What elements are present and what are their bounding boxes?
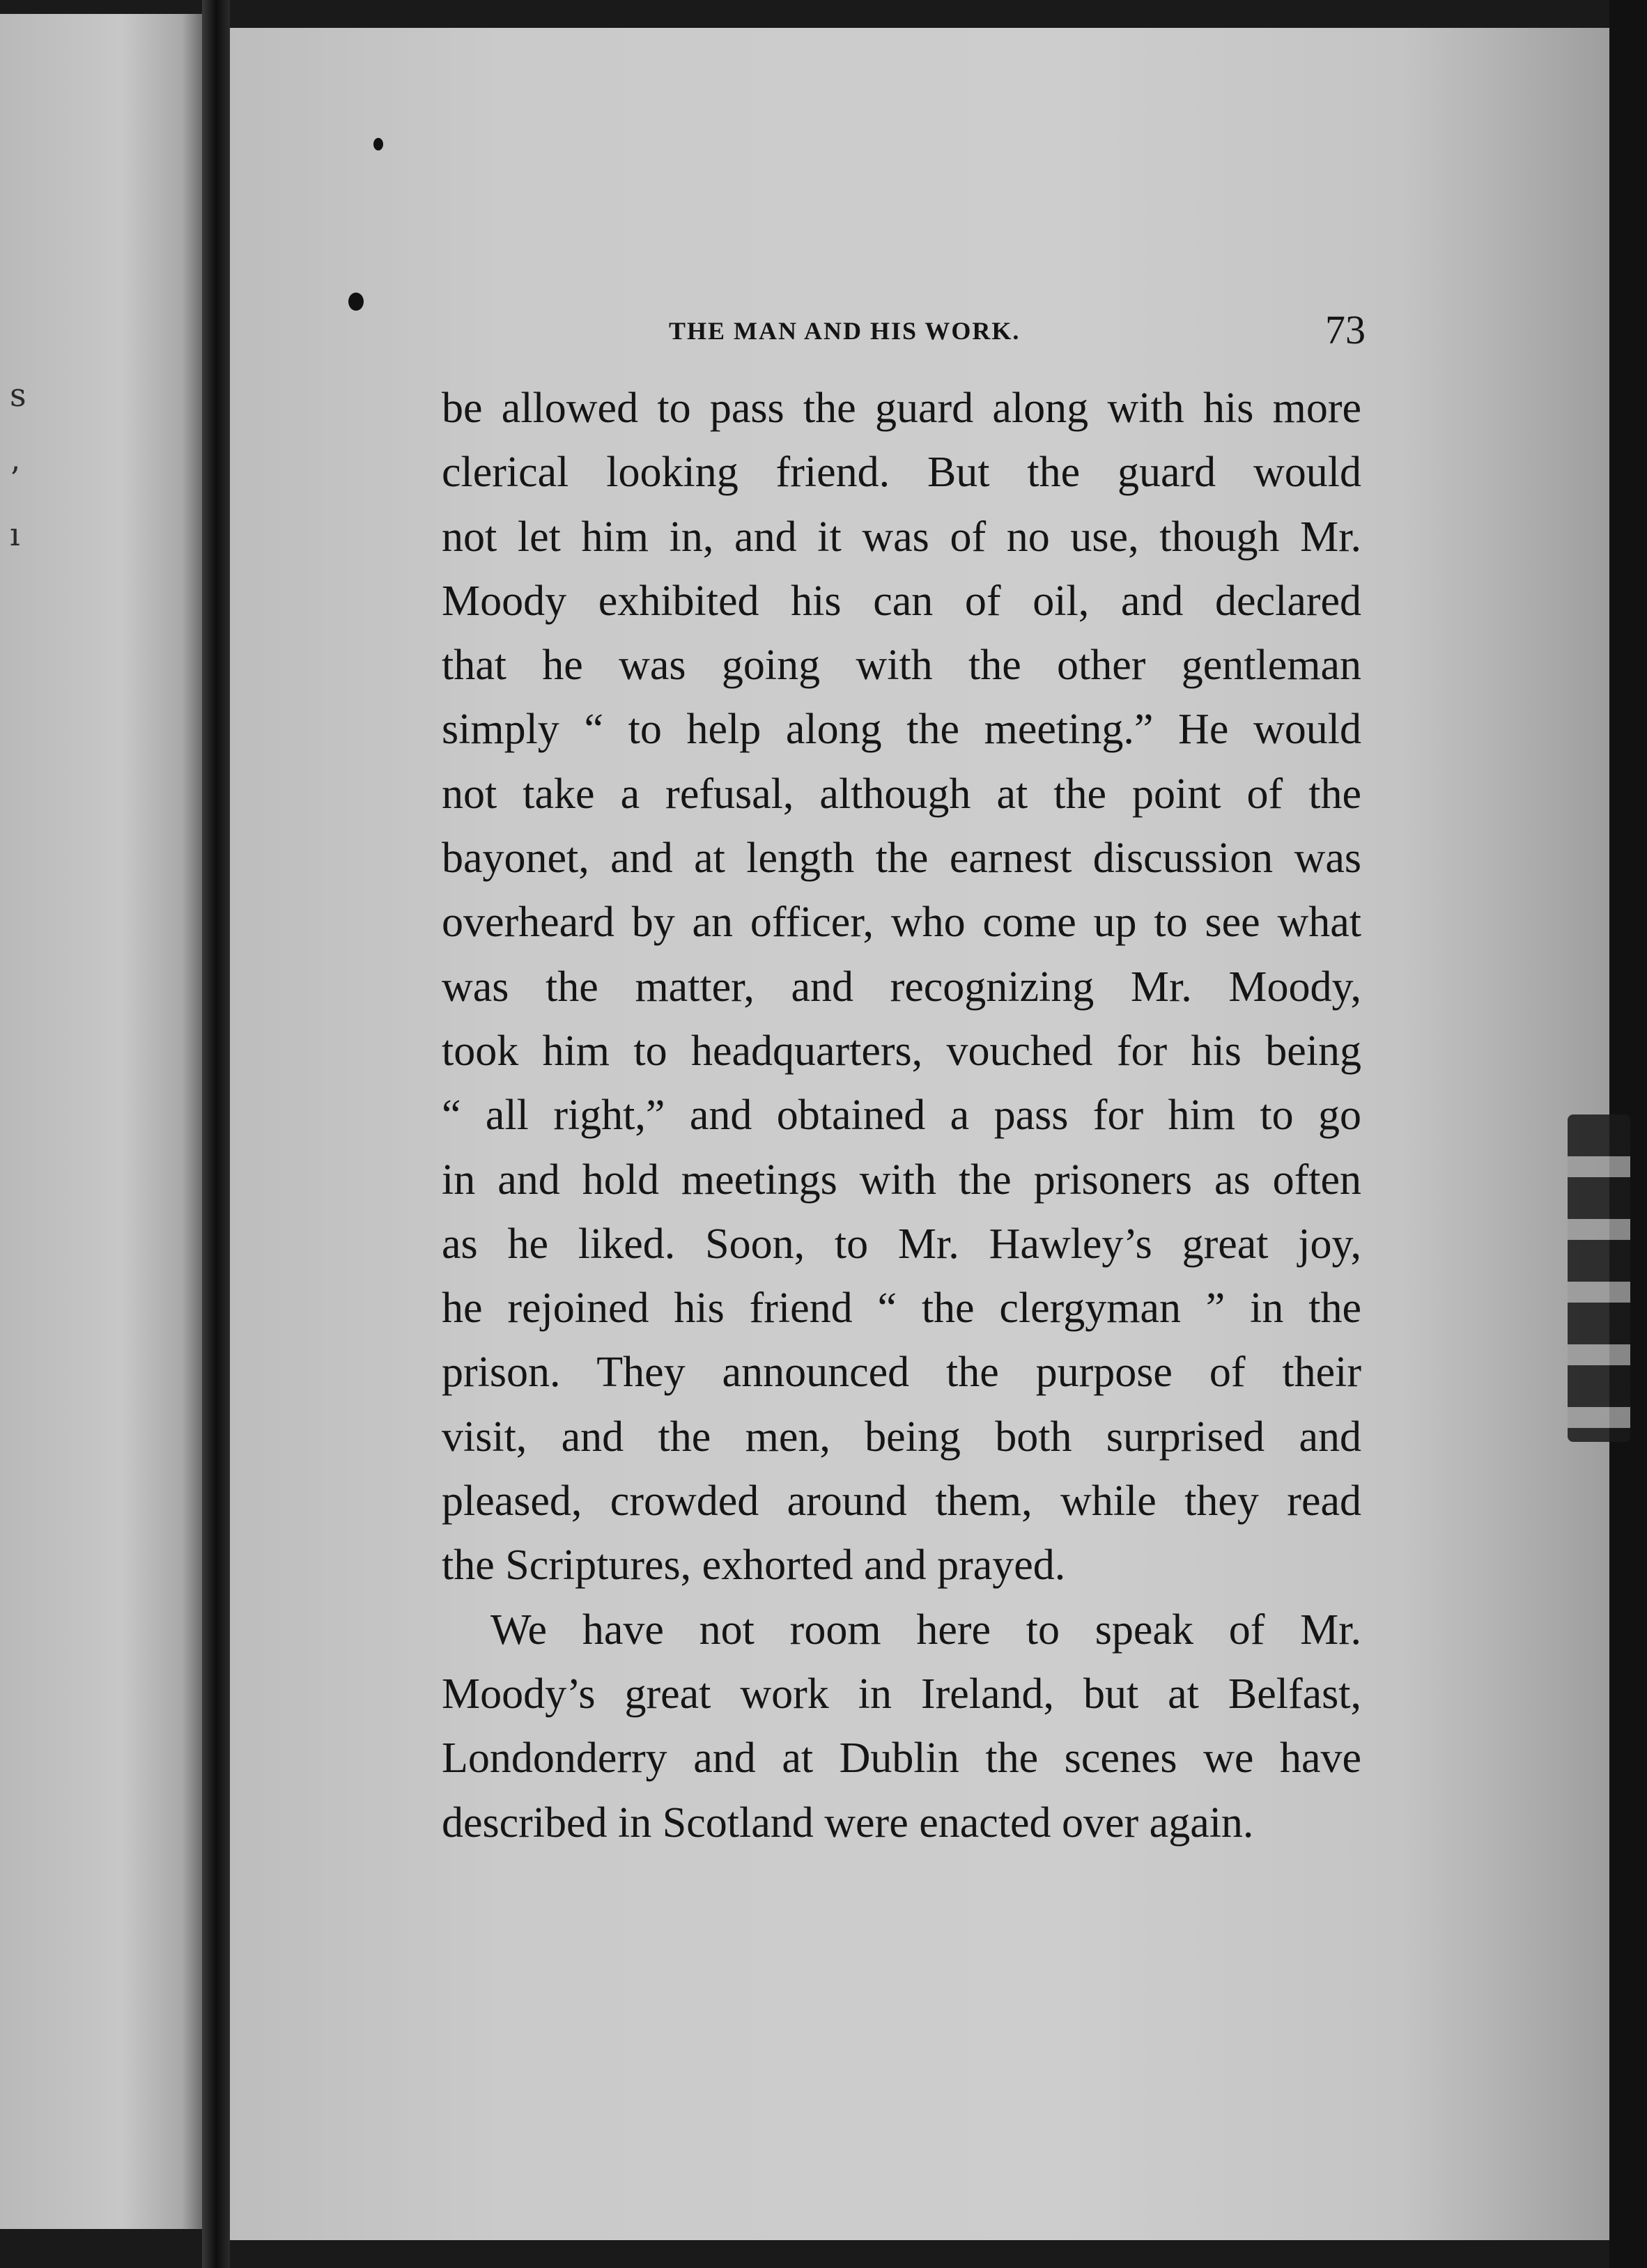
text-line: bayonet, and at length the earnest discussion was (442, 834, 1361, 883)
text-line: visit, and the men, being both surprised and (442, 1413, 1361, 1461)
text-line: described in Scotland were enacted over again. (442, 1799, 1254, 1847)
text-line: in and hold meetings with the prisoners as often (442, 1156, 1361, 1204)
text-line: clerical looking friend. But the guard would (442, 449, 1361, 497)
text-line: not take a refusal, although at the point of the (442, 770, 1361, 818)
text-line: the Scriptures, exhorted and prayed. (442, 1541, 1066, 1590)
left-page-fragment: ı (10, 515, 20, 553)
text-line: overheard by an officer, who come up to see what (442, 899, 1361, 947)
paragraph (442, 376, 1361, 1598)
text-line: We have not room here to speak of Mr. (490, 1606, 1361, 1654)
text-line: Moody exhibited his can of oil, and declared (442, 577, 1361, 625)
paragraph (442, 1598, 1361, 1855)
text-line: not let him in, and it was of no use, though Mr. (442, 513, 1361, 561)
edge-tab-mark (1568, 1114, 1630, 1442)
text-line: prison. They announced the purpose of their (442, 1349, 1361, 1397)
text-line: be allowed to pass the guard along with his more (442, 385, 1361, 432)
text-line: Londonderry and at Dublin the scenes we have (442, 1734, 1361, 1782)
running-head-title: THE MAN AND HIS WORK. (669, 317, 1021, 345)
book-gutter (202, 0, 230, 2268)
left-page-fragment: s (10, 376, 26, 414)
text-line: that he was going with the other gentleman (442, 642, 1361, 690)
text-line: pleased, crowded around them, while they read (442, 1477, 1361, 1525)
text-line: was the matter, and recognizing Mr. Moody, (442, 963, 1361, 1011)
ink-speck (373, 138, 383, 150)
text-line: Moody’s great work in Ireland, but at Belfast, (442, 1670, 1361, 1718)
text-line: “ all right,” and obtained a pass for him to go (442, 1092, 1361, 1140)
text-line: as he liked. Soon, to Mr. Hawley’s great joy, (442, 1220, 1361, 1268)
left-facing-page (0, 14, 202, 2229)
left-page-fragment: ’ (10, 460, 20, 497)
text-line: simply “ to help along the meeting.” He would (442, 706, 1361, 754)
body-text (442, 376, 1361, 1855)
running-head (669, 306, 1366, 355)
text-line: he rejoined his friend “ the clergyman ” in the (442, 1284, 1361, 1333)
ink-speck (348, 293, 364, 311)
text-line: took him to headquarters, vouched for his being (442, 1027, 1361, 1075)
page-number: 73 (1325, 307, 1366, 352)
